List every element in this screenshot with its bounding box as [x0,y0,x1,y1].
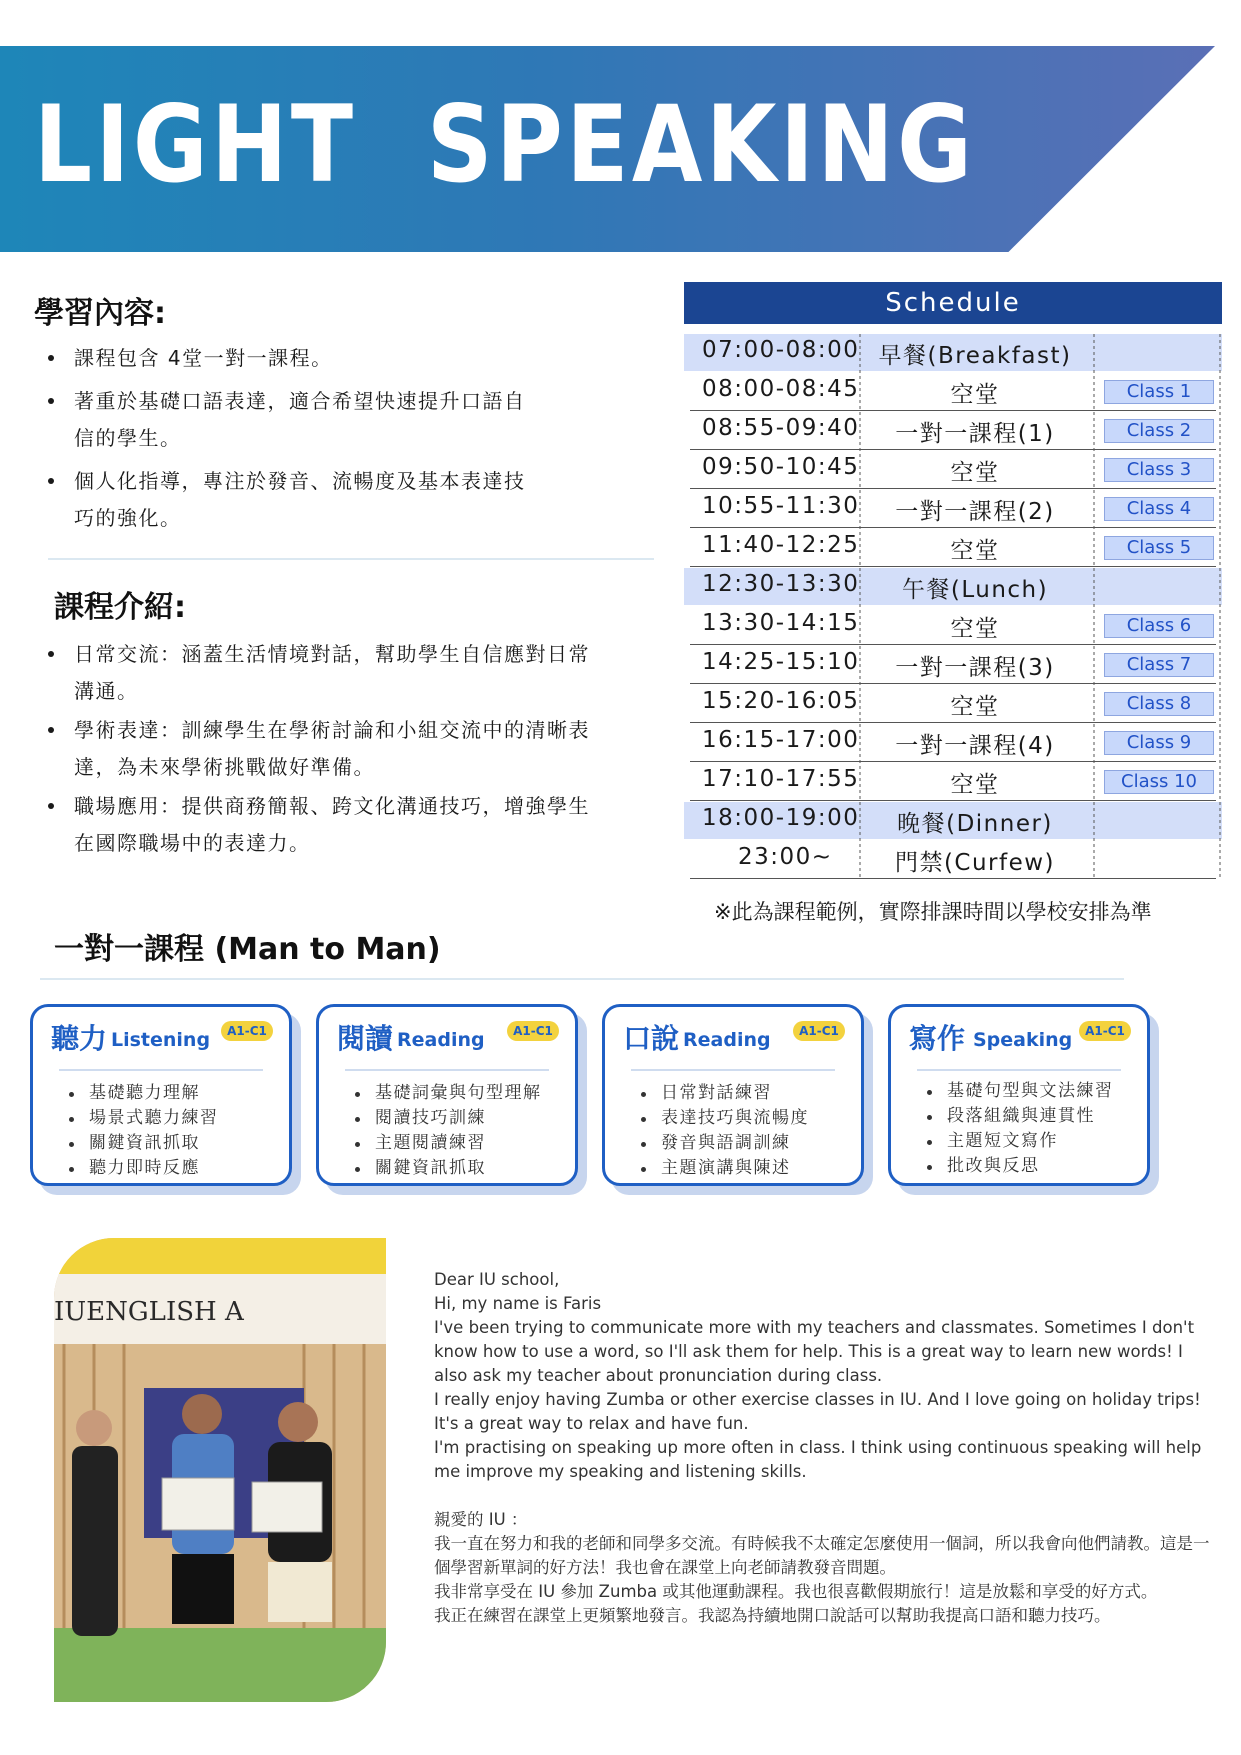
schedule-grid-lines [684,334,1222,880]
divider [40,978,1124,980]
list-item: 著重於基礎口語表達，適合希望快速提升口語自 [34,383,526,420]
list-item: 聽力即時反應 [61,1156,219,1181]
divider [48,558,654,560]
schedule-time: 18:00-19:00 [702,805,860,831]
divider [631,1069,835,1071]
intro-list [34,636,590,862]
level-badge: A1-C1 [221,1021,273,1041]
class-badge: Class 5 [1104,536,1214,560]
letter-line: Hi, my name is Faris [434,1294,602,1313]
class-badge: Class 10 [1104,770,1214,794]
class-badge: Class 2 [1104,419,1214,443]
schedule-activity: 空堂 [950,382,1000,408]
letter-paragraph: I'm practising on speaking up more often in class. I think using continuous speaking will help me improve my speaking and listening skills. [434,1438,1202,1481]
list-item: 日常交流：涵蓋生活情境對話，幫助學生自信應對日常 [34,636,590,673]
list-item: 主題閱讀練習 [347,1131,542,1156]
list-item: 基礎聽力理解 [61,1081,219,1106]
schedule-time: 14:25-15:10 [702,649,860,675]
letter-line: Dear IU school, [434,1270,560,1289]
list-item: 巧的強化。 [74,506,182,530]
schedule-activity: 一對一課程(2) [895,499,1055,525]
card-writing [888,1004,1150,1186]
list-item: 基礎句型與文法練習 [919,1079,1114,1104]
schedule-activity: 一對一課程(4) [895,733,1055,759]
list-item: 關鍵資訊抓取 [61,1131,219,1156]
intro-title: 課程介紹: [54,590,186,625]
card-listening [30,1004,292,1186]
card-zh-title: 聽力 [51,1022,108,1055]
level-badge: A1-C1 [1079,1021,1131,1041]
divider [917,1069,1121,1071]
letter-paragraph: I really enjoy having Zumba or other exercise classes in IU. And I love going on holiday trips! It's a great way to relax and have fun. [434,1390,1201,1433]
card-en-title: Speaking [973,1029,1073,1051]
schedule-time: 15:20-16:05 [702,688,860,714]
page-title: LIGHT SPEAKING [34,83,976,206]
list-item: 信的學生。 [74,426,182,450]
schedule-activity: 晚餐(Dinner) [897,811,1053,837]
schedule-time: 12:30-13:30 [702,571,860,597]
list-item: 發音與語調訓練 [633,1131,809,1156]
list-item: 日常對話練習 [633,1081,809,1106]
class-badge: Class 7 [1104,653,1214,677]
schedule-time: 16:15-17:00 [702,727,860,753]
letter-paragraph: 我非常享受在 IU 參加 Zumba 或其他運動課程。我也很喜歡假期旅行！這是放鬆和享受的好方式。 [434,1582,1158,1601]
card-zh-title: 寫作 [909,1022,966,1055]
schedule-time: 23:00~ [738,844,833,870]
card-list [919,1079,1114,1179]
class-badge: Class 8 [1104,692,1214,716]
list-item: 課程包含 4堂一對一課程。 [34,340,526,377]
list-item: 表達技巧與流暢度 [633,1106,809,1131]
divider [345,1069,549,1071]
list-item: 主題演講與陳述 [633,1156,809,1181]
schedule-time: 09:50-10:45 [702,454,860,480]
list-item: 學術表達：訓練學生在學術討論和小組交流中的清晰表 [34,712,590,749]
card-reading [316,1004,578,1186]
list-item: 基礎詞彙與句型理解 [347,1081,542,1106]
level-badge: A1-C1 [507,1021,559,1041]
man-to-man-title: 一對一課程 (Man to Man) [54,932,441,967]
list-item: 批改與反思 [919,1154,1114,1179]
schedule-time: 13:30-14:15 [702,610,860,636]
card-list [347,1081,542,1181]
photo-sign-text: IUENGLISH A [54,1297,244,1327]
card-en-title: Reading [397,1029,485,1051]
list-item: 段落組織與連貫性 [919,1104,1114,1129]
list-item: 溝通。 [74,679,139,703]
list-item: 在國際職場中的表達力。 [74,831,311,855]
class-badge: Class 6 [1104,614,1214,638]
list-item: 場景式聽力練習 [61,1106,219,1131]
learning-title: 學習內容: [34,296,166,331]
list-item: 閱讀技巧訓練 [347,1106,542,1131]
class-badge: Class 4 [1104,497,1214,521]
divider [59,1069,263,1071]
card-en-title: Listening [111,1029,211,1051]
schedule-note: ※此為課程範例，實際排課時間以學校安排為準 [714,900,1152,924]
card-zh-title: 口說 [623,1022,680,1055]
letter-line: 親愛的 IU ： [434,1510,528,1529]
card-speaking-oral [602,1004,864,1186]
schedule-activity: 空堂 [950,772,1000,798]
letter-paragraph: 我一直在努力和我的老師和同學多交流。有時候我不太確定怎麼使用一個詞，所以我會向他們請教。這是一個學習新單詞的好方法！我也會在課堂上向老師請教發音問題。 [434,1534,1210,1577]
schedule-activity: 門禁(Curfew) [894,850,1056,876]
card-list [633,1081,809,1181]
schedule-time: 10:55-11:30 [702,493,860,519]
card-list [61,1081,219,1181]
list-item: 關鍵資訊抓取 [347,1156,542,1181]
letter-paragraph: 我正在練習在課堂上更頻繁地發言。我認為持續地開口說話可以幫助我提高口語和聽力技巧。 [434,1606,1111,1625]
list-item: 主題短文寫作 [919,1129,1114,1154]
level-badge: A1-C1 [793,1021,845,1041]
letter-paragraph: I've been trying to communicate more with my teachers and classmates. Sometimes I don't know how to use a word, so I'll ask them for help. This is a great way to learn new words! I also ask my teacher about pronunciation during class. [434,1318,1195,1385]
class-badge: Class 1 [1104,380,1214,404]
class-badge: Class 3 [1104,458,1214,482]
schedule-time: 08:00-08:45 [702,376,860,402]
student-photo [54,1238,386,1702]
learning-list [34,340,526,537]
schedule-activity: 空堂 [950,694,1000,720]
list-item: 達，為未來學術挑戰做好準備。 [74,755,375,779]
schedule-activity: 早餐(Breakfast) [878,343,1072,369]
schedule-activity: 一對一課程(1) [895,421,1055,447]
card-en-title: Reading [683,1029,771,1051]
schedule-activity: 一對一課程(3) [895,655,1055,681]
card-zh-title: 閱讀 [337,1022,394,1055]
schedule-activity: 午餐(Lunch) [901,577,1049,603]
schedule-activity: 空堂 [950,616,1000,642]
schedule-time: 11:40-12:25 [702,532,860,558]
schedule-time: 07:00-08:00 [702,337,860,363]
list-item: 個人化指導，專注於發音、流暢度及基本表達技 [34,463,526,500]
student-letter [434,1268,1214,1628]
schedule-activity: 空堂 [950,460,1000,486]
list-item: 職場應用：提供商務簡報、跨文化溝通技巧，增強學生 [34,788,590,825]
schedule-header: Schedule [684,282,1222,324]
schedule-time: 08:55-09:40 [702,415,860,441]
schedule-time: 17:10-17:55 [702,766,860,792]
schedule-activity: 空堂 [950,538,1000,564]
class-badge: Class 9 [1104,731,1214,755]
